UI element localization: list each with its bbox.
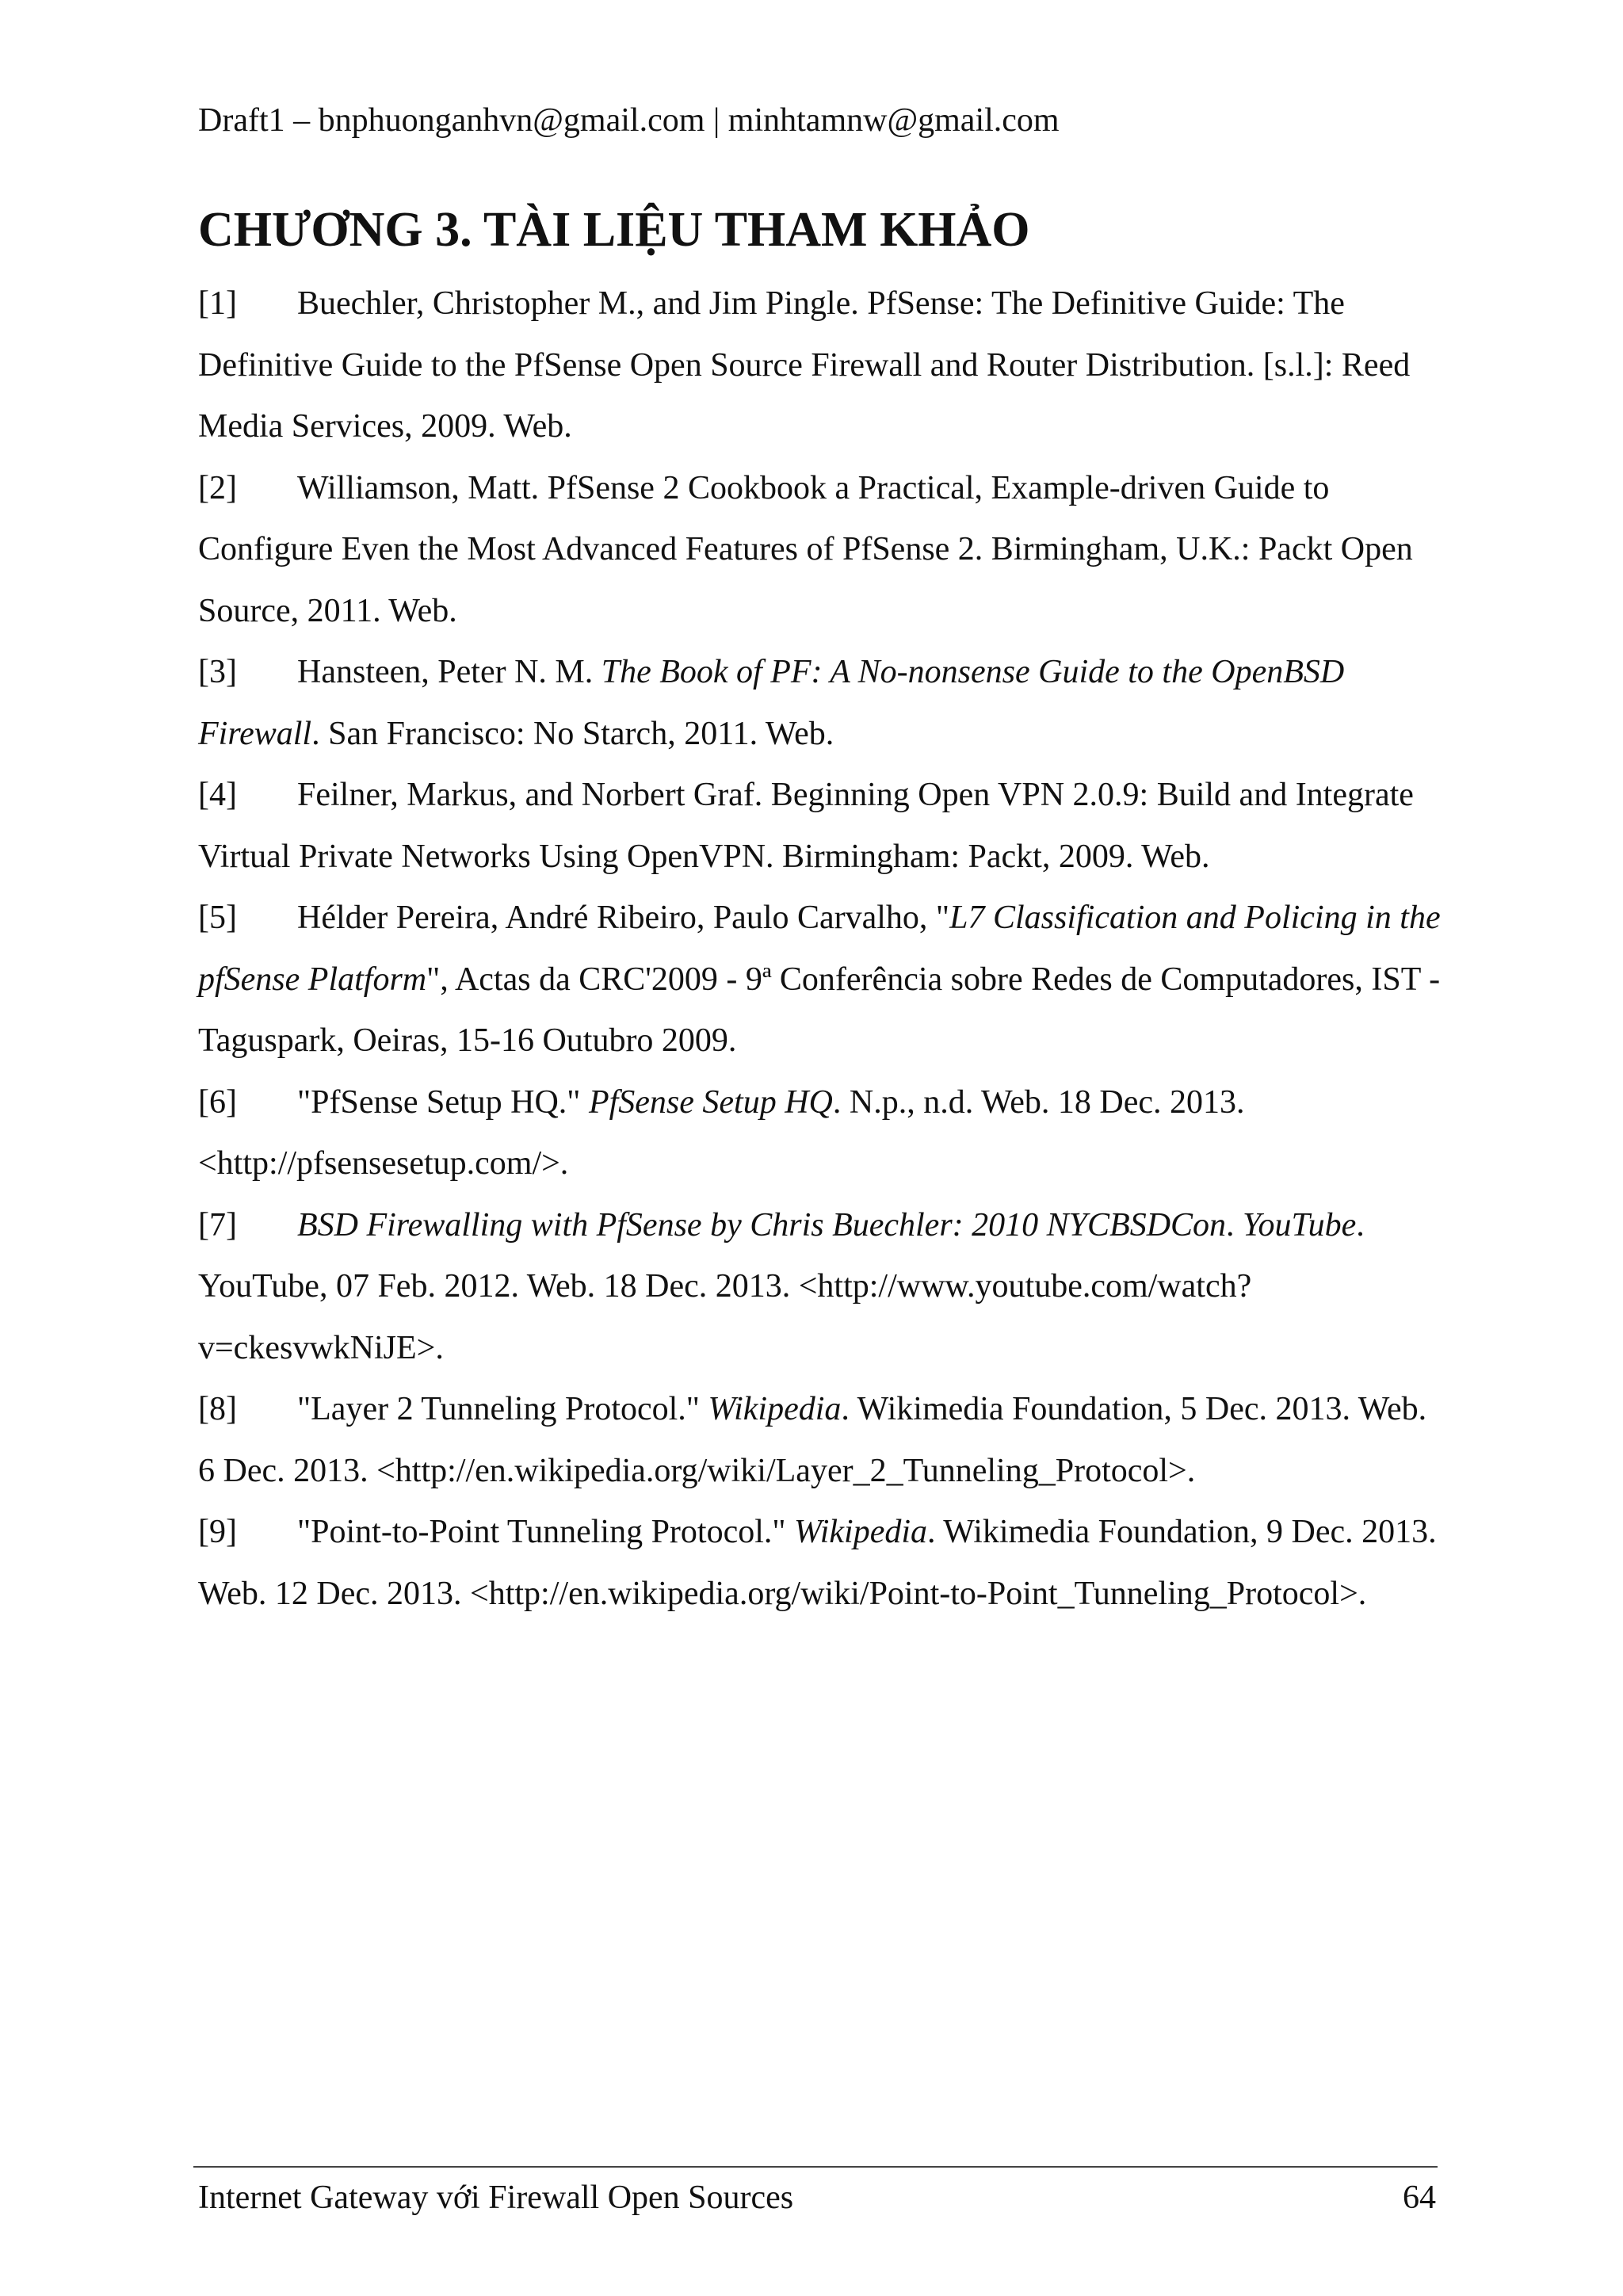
reference-number: [9]	[198, 1514, 237, 1550]
page-number: 64	[1403, 2179, 1436, 2216]
reference-number: [2]	[198, 469, 237, 506]
reference-title-italic: PfSense Setup HQ	[588, 1083, 833, 1121]
reference-title-italic: YouTube	[1243, 1206, 1357, 1244]
reference-item	[198, 888, 1442, 1072]
reference-title-italic: L7 Classification and Policing in the pfSense Platform	[198, 900, 1441, 998]
reference-text: "Layer 2 Tunneling Protocol."	[297, 1391, 708, 1427]
reference-text: . YouTube, 07 Feb. 2012. Web. 18 Dec. 2013. <http://www.youtube.com/watch?v=ckesvwkNiJE>.	[198, 1206, 1365, 1366]
reference-text: Buechler, Christopher M., and Jim Pingle. PfSense: The Definitive Guide: The Definitive Guide to the PfSense Open Source Firewall and Router Distribution. [s.l.]: Reed Media Services, 2009. Web.	[198, 285, 1411, 445]
reference-number: [5]	[198, 900, 237, 936]
reference-item	[198, 1072, 1442, 1195]
reference-text: . San Francisco: No Starch, 2011. Web.	[311, 715, 834, 752]
reference-list	[198, 273, 1442, 1625]
reference-item	[198, 1379, 1442, 1502]
reference-item	[198, 1195, 1442, 1380]
reference-text: Hélder Pereira, André Ribeiro, Paulo Carvalho, "	[297, 900, 950, 936]
reference-item	[198, 273, 1442, 458]
footer-divider	[193, 2166, 1438, 2168]
reference-title-italic: BSD Firewalling with PfSense by Chris Buechler: 2010 NYCBSDCon	[297, 1206, 1227, 1244]
reference-number: [8]	[198, 1391, 237, 1427]
reference-text: "Point-to-Point Tunneling Protocol."	[297, 1514, 795, 1550]
footer-title: Internet Gateway với Firewall Open Sources	[198, 2179, 794, 2216]
reference-text: . N.p., n.d. Web. 18 Dec. 2013. <http://pfsensesetup.com/>.	[198, 1083, 1245, 1182]
reference-number: [6]	[198, 1083, 237, 1121]
reference-item	[198, 458, 1442, 643]
page-header: Draft1 – bnphuonganhvn@gmail.com | minhtamnw@gmail.com	[198, 102, 1060, 139]
reference-item	[198, 1502, 1442, 1625]
reference-text: . Wikimedia Foundation, 5 Dec. 2013. Web. 6 Dec. 2013. <http://en.wikipedia.org/wiki/Layer_2_Tunneling_Protocol>.	[198, 1391, 1427, 1489]
reference-text: ", Actas da CRC'2009 - 9ª Conferência sobre Redes de Computadores, IST - Taguspark, Oeiras, 15-16 Outubro 2009.	[198, 961, 1441, 1059]
reference-text: Feilner, Markus, and Norbert Graf. Beginning Open VPN 2.0.9: Build and Integrate Virtual Private Networks Using OpenVPN. Birmingham: Packt, 2009. Web.	[198, 777, 1414, 875]
reference-number: [7]	[198, 1206, 237, 1244]
reference-number: [3]	[198, 654, 237, 690]
reference-text: "PfSense Setup HQ."	[297, 1083, 589, 1121]
reference-text: .	[1226, 1206, 1243, 1244]
reference-title-italic: Wikipedia	[708, 1391, 842, 1427]
reference-text: Hansteen, Peter N. M.	[297, 654, 601, 690]
reference-item	[198, 642, 1442, 765]
reference-number: [4]	[198, 777, 237, 813]
reference-text: . Wikimedia Foundation, 9 Dec. 2013. Web. 12 Dec. 2013. <http://en.wikipedia.org/wiki/Point-to-Point_Tunneling_Protocol>.	[198, 1514, 1437, 1612]
reference-number: [1]	[198, 285, 237, 322]
chapter-title: CHƯƠNG 3. TÀI LIỆU THAM KHẢO	[198, 203, 1030, 257]
reference-item	[198, 765, 1442, 888]
reference-title-italic: Wikipedia	[794, 1514, 928, 1550]
reference-title-italic: The Book of PF: A No-nonsense Guide to the OpenBSD Firewall	[198, 654, 1345, 752]
reference-text: Williamson, Matt. PfSense 2 Cookbook a Practical, Example-driven Guide to Configure Even the Most Advanced Features of PfSense 2. Birmingham, U.K.: Packt Open Source, 2011. Web.	[198, 469, 1413, 629]
